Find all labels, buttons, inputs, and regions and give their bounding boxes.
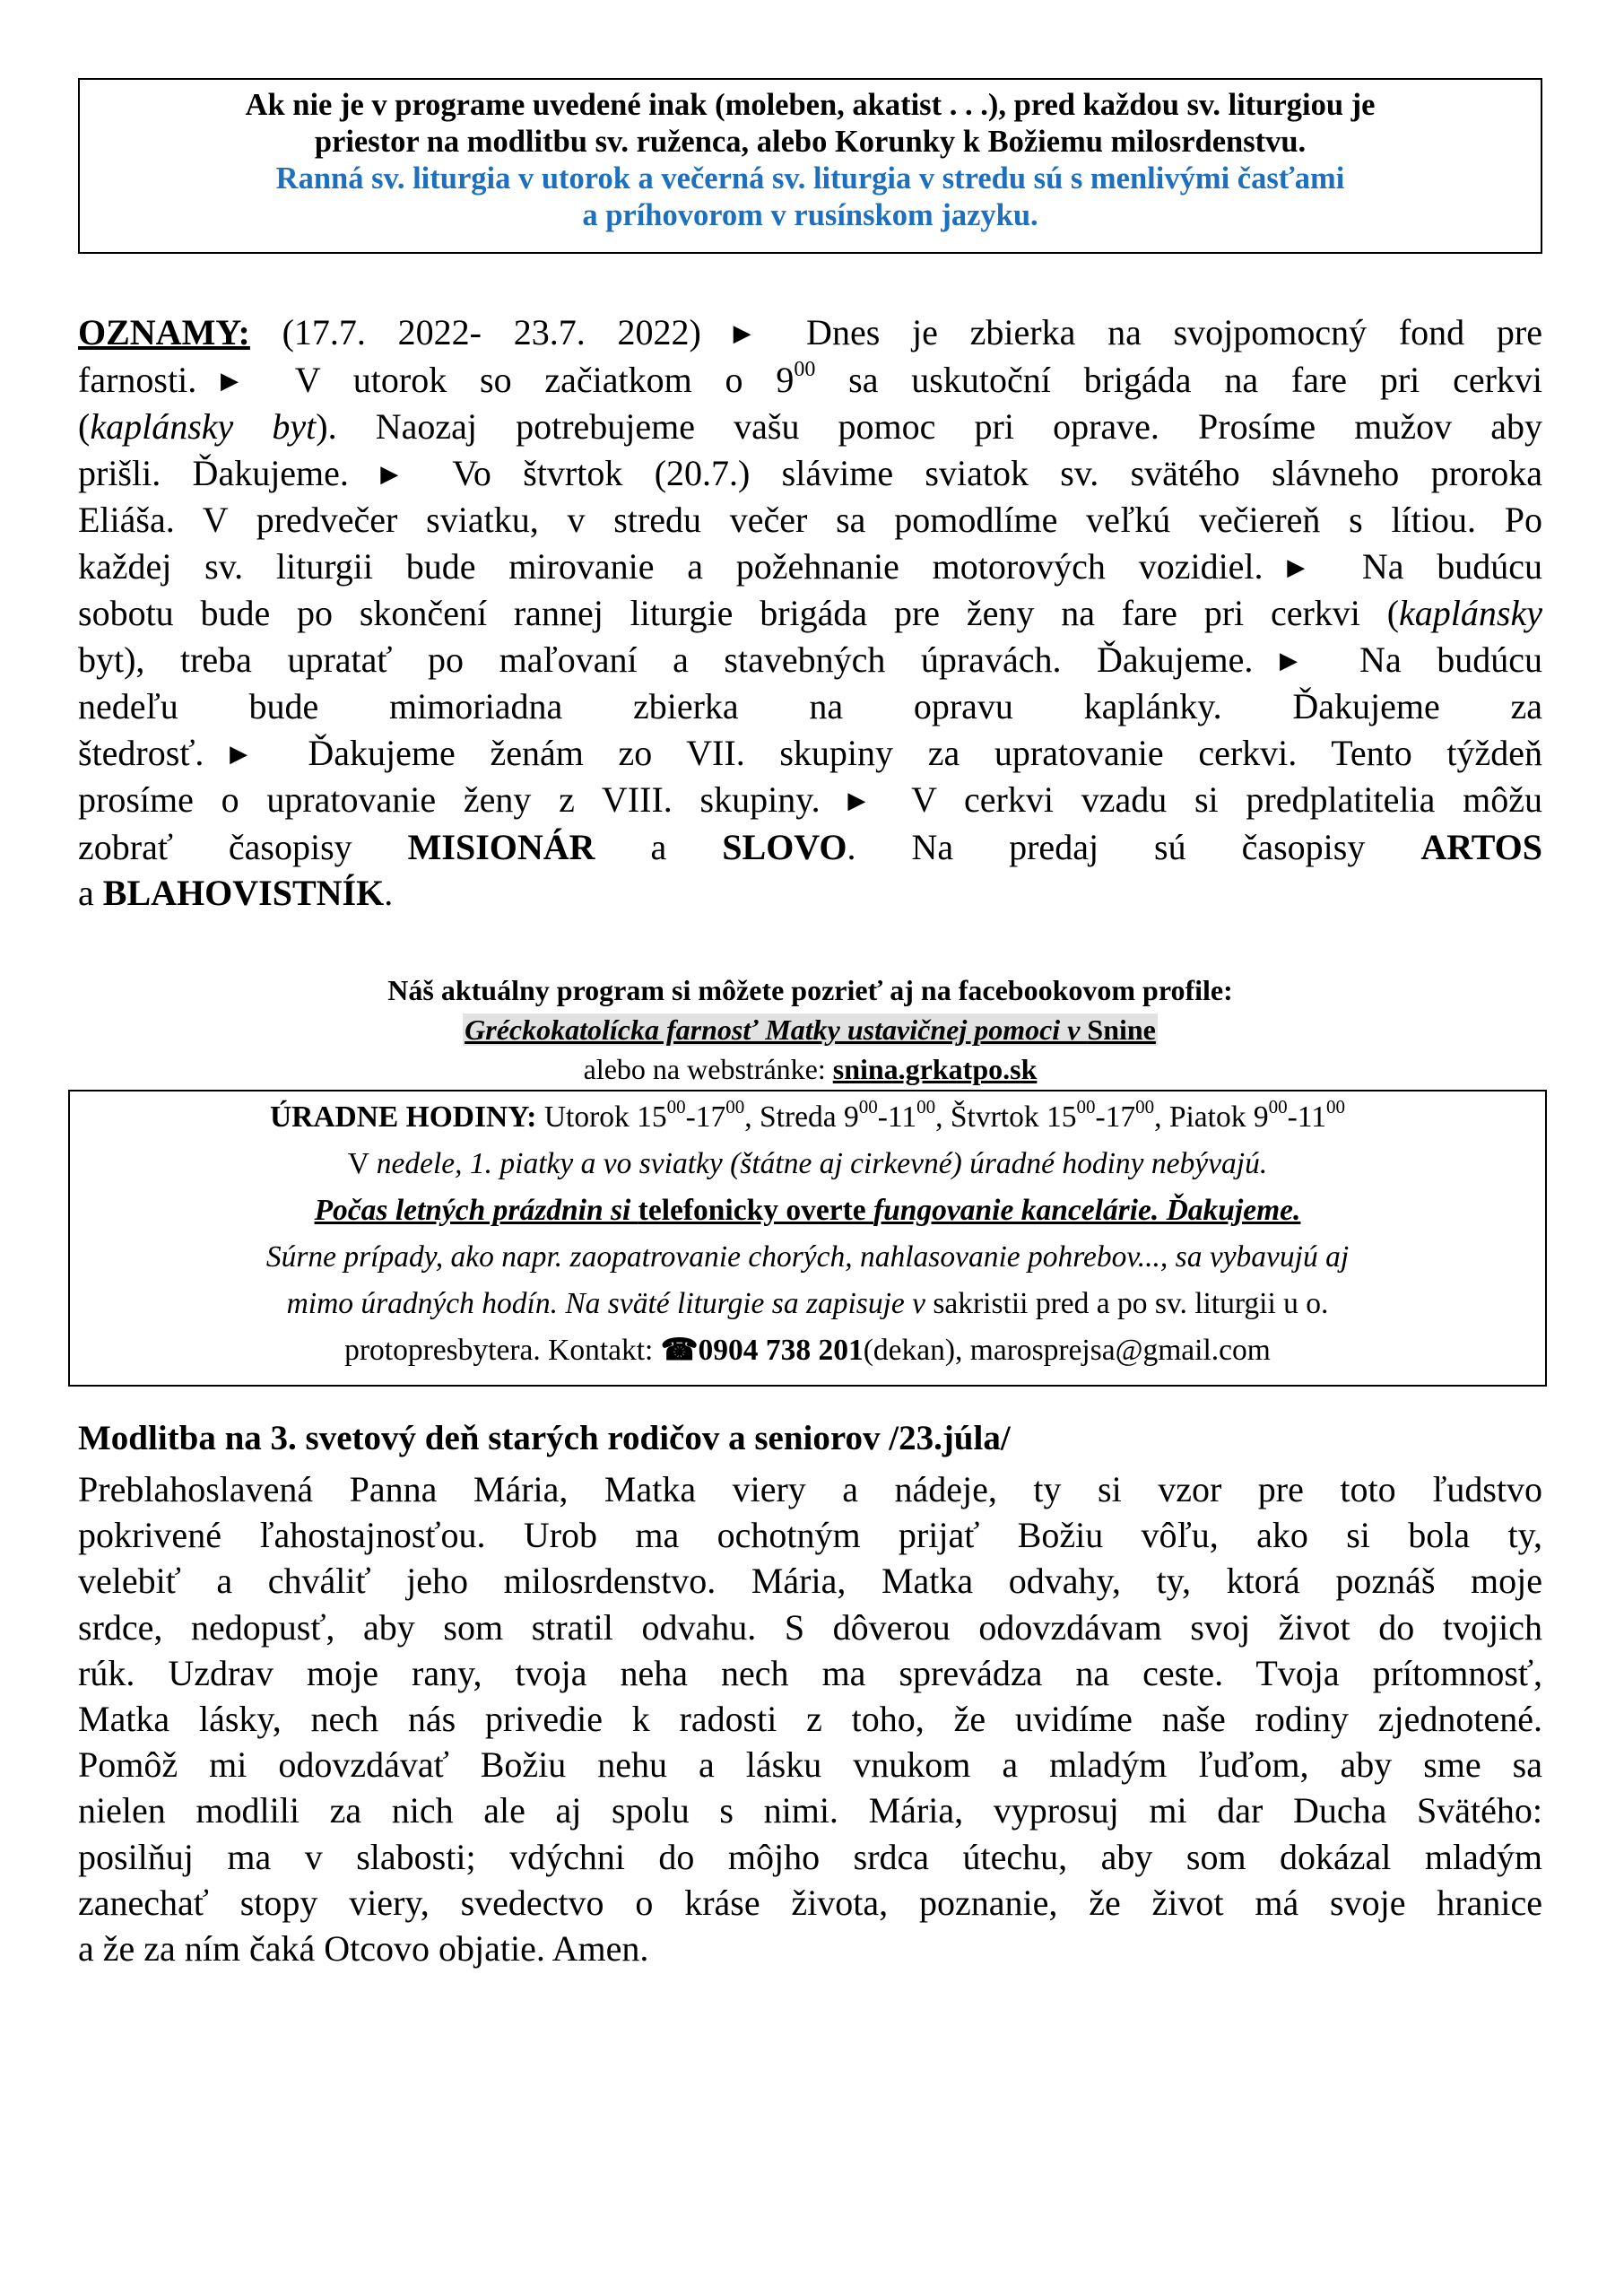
website-link[interactable]: snina.grkatpo.sk (832, 1053, 1038, 1085)
phone-number[interactable]: 0904 738 201 (698, 1334, 864, 1367)
office-hours-line: ÚRADNE HODINY: Utorok $15^{00}-17^{00}$, Streda $9^{00}-11^{00}$, Štvrtok $15^{00}-17^{00}$, Piatok $9^{00}-11^{00}$ (269, 1096, 1346, 1134)
prayer-line: rúk. Uzdrav moje rany, tvoja neha nech ma sprevádza na ceste. Tvoja prítomnosť, (78, 1652, 1542, 1693)
header-line-4: a príhovorom v rusínskom jazyku. (582, 198, 1038, 232)
header-line-3: Ranná sv. liturgia v utorok a večerná sv. liturgia v stredu sú s menlivými časťami (275, 161, 1345, 196)
notice-line: Eliáša. V predvečer sviatku, v stredu večer sa pomodlíme veľkú večiereň s lítiou. Po (78, 500, 1542, 540)
prayer-line: Pomôž mi odovzdávať Božiu nehu a lásku vnukom a mladým ľuďom, aby sme sa (78, 1744, 1542, 1786)
triangle-right-icon: ▶ (1263, 553, 1330, 580)
header-line-1: Ak nie je v programe uvedené inak (moleben, akatist . . .), pred každou sv. liturgiou je (245, 88, 1376, 122)
triangle-right-icon: ▶ (196, 367, 263, 394)
prayer-line: Matka lásky, nech nás privedie k radosti z toho, že uvidíme naše rodiny zjednotené. (78, 1699, 1542, 1740)
header-notice-box (78, 78, 1542, 254)
notice-line: prosíme o upratovanie ženy z VIII. skupiny. ▶ V cerkvi vzadu si predplatitelia môžu (78, 779, 1542, 820)
urgent-cases-note: Súrne prípady, ako napr. zaopatrovanie chorých, nahlasovanie pohrebov..., sa vybavujú aj (265, 1240, 1350, 1274)
triangle-right-icon: ▶ (847, 787, 885, 813)
notice-line: byt), treba upratať po maľovaní a stavebných úpravách. Ďakujeme.▶ Na budúcu (78, 639, 1543, 680)
prayer-line: Preblahoslavená Panna Mária, Matka viery a nádeje, ty si vzor pre toto ľudstvo (78, 1469, 1542, 1509)
prayer-line: a že za ním čaká Otcovo objatie. Amen. (78, 1928, 649, 1970)
announcements-heading: OZNAMY: (78, 312, 250, 352)
facebook-link[interactable]: Gréckokatolícka farnosť Matky ustavičnej pomoci v Snine (465, 1013, 1156, 1046)
notice-line: zobrať časopisy MISIONÁR a SLOVO. Na predaj sú časopisy ARTOS (78, 826, 1543, 867)
prayer-line: velebiť a chváliť jeho milosrdenstvo. Mária, Matka odvahy, ty, ktorá poznáš moje (78, 1561, 1542, 1602)
notice-line: každej sv. liturgii bude mirovanie a požehnanie motorových vozidiel.▶ Na budúcu (78, 545, 1542, 587)
triangle-right-icon: ▶ (380, 460, 421, 487)
prayer-line: zanechať stopy viery, svedectvo o kráse života, poznanie, že život má svoje hranice (78, 1882, 1542, 1923)
notice-line: sobotu bude po skončení rannej liturgie brigáda pre ženy na fare pri cerkvi (kaplánsky (78, 593, 1542, 633)
prayer-title: Modlitba na 3. svetový deň starých rodičov a seniorov /23.júla/ (78, 1419, 1011, 1457)
website-line: alebo na webstránke: snina.grkatpo.sk (583, 1053, 1038, 1085)
notice-line: nedeľu bude mimoriadna zbierka na opravu kaplánky. Ďakujeme za (78, 686, 1542, 726)
urgent-cases-note-2: mimo úradných hodín. Na sväté liturgie sa zapisuje v sakristii pred a po sv. liturgii u o. (286, 1287, 1329, 1320)
notice-line: a BLAHOVISTNÍK. (78, 873, 394, 913)
triangle-right-icon: ▶ (204, 740, 274, 767)
office-hours-label: ÚRADNE HODINY: (269, 1100, 537, 1134)
notice-line: farnosti.▶ V utorok so začiatkom o $9^{00}$ sa uskutoční brigáda na fare pri cerkvi (78, 357, 1543, 400)
prayer-line: pokrivené ľahostajnosťou. Urob ma ochotným prijať Božiu vôľu, ako si bola ty, (78, 1515, 1542, 1556)
prayer-line: nielen modlili za nich ale aj spolu s nimi. Mária, vyprosuj mi dar Ducha Svätého: (78, 1790, 1542, 1831)
triangle-right-icon: ▶ (733, 320, 775, 346)
notice-line: (kaplánsky byt). Naozaj potrebujeme vašu pomoc pri oprave. Prosíme mužov aby (78, 406, 1543, 447)
header-line-2: priestor na modlitbu sv. ruženca, alebo Korunky k Božiemu milosrdenstvu. (314, 125, 1307, 159)
contact-line: protopresbytera. Kontakt: ☎0904 738 201(dekan), marosprejsa@gmail.com (344, 1334, 1271, 1367)
prayer-line: posilňuj ma v slabosti; vdýchni do môjho srdca útechu, aby som dokázal mladým (78, 1836, 1542, 1877)
facebook-intro: Náš aktuálny program si môžete pozrieť aj na facebookovom profile: (387, 974, 1233, 1006)
office-hours-box (68, 1090, 1547, 1387)
notice-line: prišli. Ďakujeme. ▶ Vo štvrtok (20.7.) slávime sviatok sv. svätého slávneho proroka (78, 452, 1542, 493)
notice-line: štedrosť.▶ Ďakujeme ženám zo VII. skupiny za upratovanie cerkvi. Tento týždeň (78, 732, 1543, 773)
triangle-right-icon: ▶ (1253, 647, 1324, 674)
notice-line: OZNAMY: (17.7. 2022- 23.7. 2022) ▶ Dnes je zbierka na svojpomocný fond pre (78, 312, 1543, 352)
prayer-text (78, 1466, 1542, 1971)
phone-icon: ☎ (660, 1334, 699, 1367)
summer-note: Počas letných prázdnin si telefonicky overte fungovanie kancelárie. Ďakujeme. (314, 1194, 1301, 1227)
facebook-info (78, 970, 1542, 1089)
prayer-line: srdce, nedopusť, aby som stratil odvahu. S dôverou odovzdávam svoj život do tvojich (78, 1606, 1542, 1648)
announcements (78, 309, 1542, 917)
no-office-hours-note: V nedele, 1. piatky a vo sviatky (štátne aj cirkevné) úradné hodiny nebývajú. (347, 1147, 1268, 1180)
